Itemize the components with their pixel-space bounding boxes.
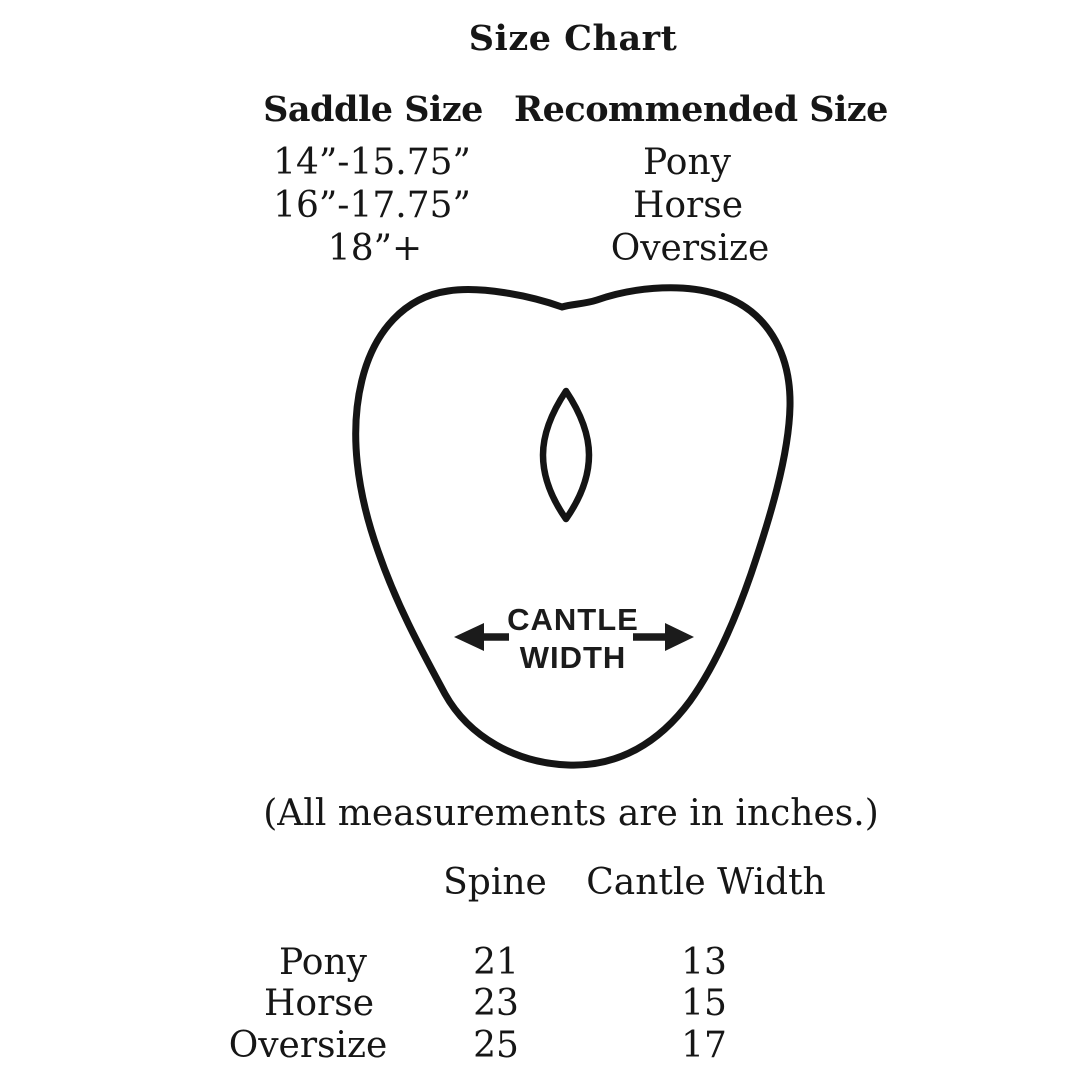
- saddle-size-value: 14”-15.75”: [273, 142, 471, 183]
- cantle-width-value: 17: [681, 1025, 727, 1066]
- cantle-width-label-line2: WIDTH: [519, 640, 627, 675]
- saddle-size-column-header: Saddle Size: [263, 89, 483, 130]
- cantle-width-label: [507, 601, 639, 677]
- recommended-size-value: Pony: [643, 142, 731, 183]
- recommended-size-value: Oversize: [610, 228, 770, 269]
- spine-value: 23: [473, 983, 519, 1024]
- cantle-width-value: 13: [681, 942, 727, 983]
- row-label-oversize: Oversize: [228, 1025, 388, 1066]
- cantle-width-label-line1: CANTLE: [507, 602, 639, 637]
- cantle-width-column-header: Cantle Width: [586, 862, 826, 903]
- measurements-note: (All measurements are in inches.): [263, 793, 879, 834]
- saddle-size-value: 16”-17.75”: [273, 185, 471, 226]
- recommended-size-value: Horse: [632, 185, 744, 226]
- row-label-horse: Horse: [263, 983, 375, 1024]
- gullet-slot-outline: [543, 391, 589, 519]
- right-arrow-icon: [633, 623, 694, 651]
- row-label-pony: Pony: [279, 942, 367, 983]
- cantle-width-value: 15: [681, 983, 727, 1024]
- spine-column-header: Spine: [443, 862, 547, 903]
- spine-value: 21: [473, 942, 519, 983]
- left-arrow-icon: [454, 623, 509, 651]
- saddle-pad-diagram: [330, 270, 820, 790]
- page-title: Size Chart: [468, 18, 678, 59]
- saddle-size-value: 18”+: [327, 228, 423, 269]
- recommended-size-column-header: Recommended Size: [514, 89, 888, 130]
- spine-value: 25: [473, 1025, 519, 1066]
- saddle-pad-outline: [356, 288, 790, 765]
